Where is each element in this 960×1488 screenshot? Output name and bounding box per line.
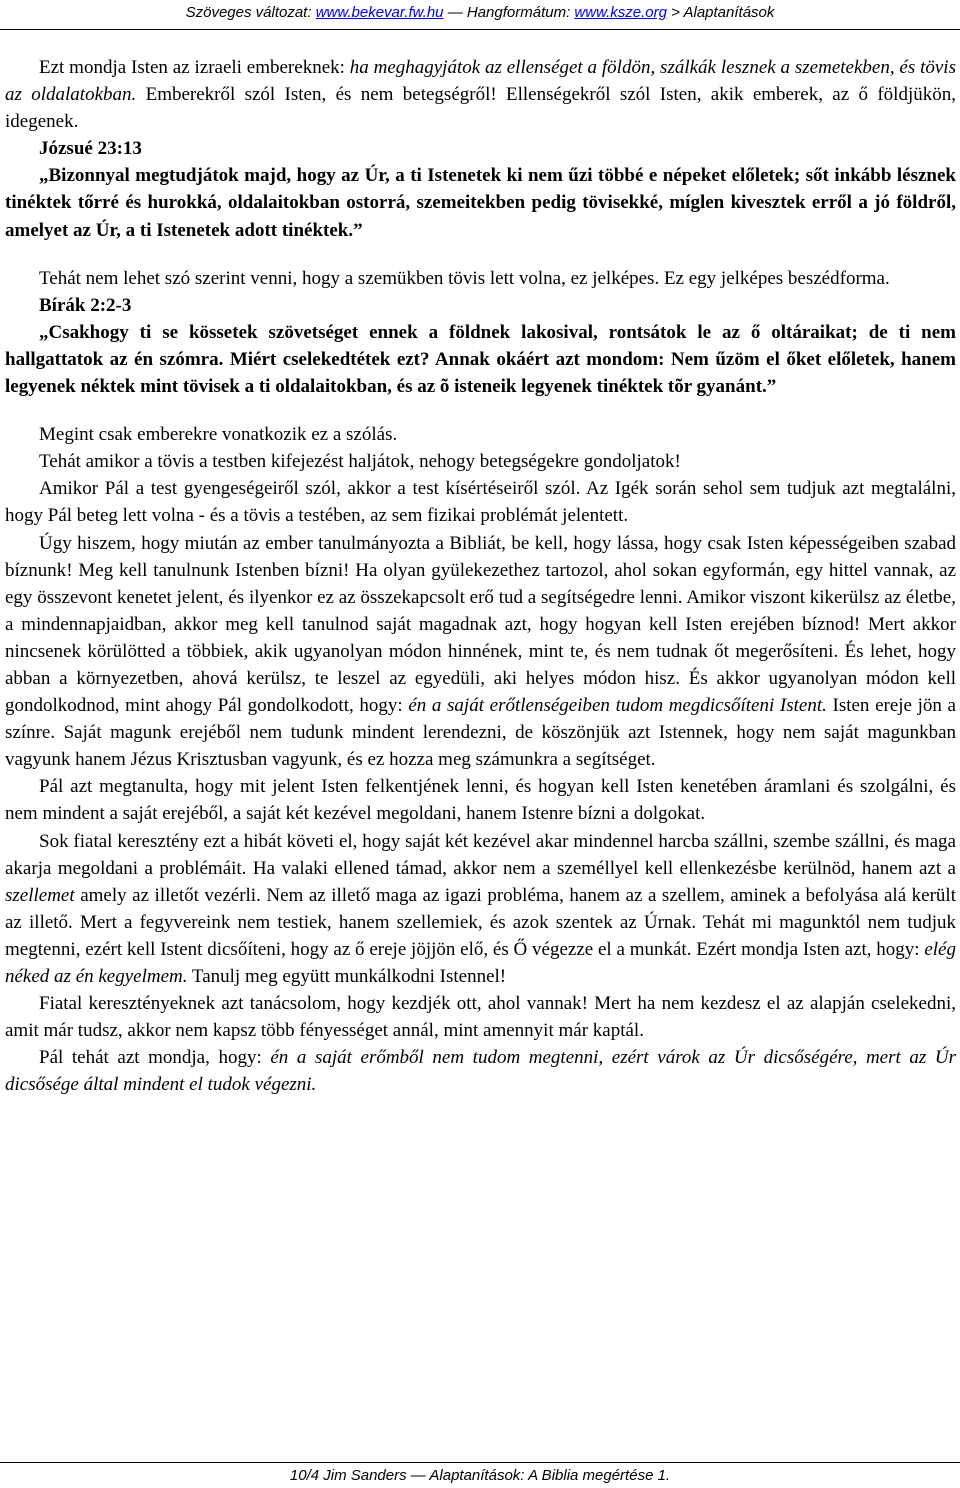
verse-quote-joshua: „Bizonnyal megtudjátok majd, hogy az Úr, a ti Istenetek ki nem űzi többé e népeket előletek; sőt inkább lésznek tinéktek tőrré és hurokká, oldalaitokban ostorrá, szemeitekben pedig tövisekké, míglen kivesztek erről a jó földről, amelyet az Úr, a ti Istenetek adott tinéktek.” bbox=[5, 165, 956, 241]
header-divider bbox=[0, 29, 960, 30]
header-suffix: > Alaptanítások bbox=[666, 4, 775, 21]
header-middle: — Hangformátum: bbox=[443, 4, 575, 21]
paragraph-5: Pál azt megtanulta, hogy mit jelent Isten felkentjének lenni, és hogyan kell Isten kenetében áramlani és szolgálni, és nem mindent a saját erejéből, a saját két kezével megoldani, hanem Istenre bízni a dolgokat. bbox=[5, 776, 956, 825]
header-prefix: Szöveges változat: bbox=[185, 4, 316, 21]
paragraph-6 bbox=[5, 828, 956, 991]
comment-paragraph: Tehát nem lehet szó szerint venni, hogy a szemükben tövis lett volna, ez jelképes. Ez egy jelképes beszédforma. bbox=[39, 267, 890, 289]
paragraph-4 bbox=[5, 530, 956, 774]
paragraph-6-text-3: amely az illetőt vezérli. Nem az illető maga az igazi probléma, hanem az a szellem, aminek a befolyása alá került az illető. Mert a fegyvereink nem testiek, hanem szellemiek, és azok szentek az Úrnak. Tehát mi magunktól nem tudjuk megtenni, ezért kell Istent dicsőíteni, hogy az ő ereje jöjjön elő, és Ő végezze el a munkát. Ezért mondja Isten azt, hogy: bbox=[5, 884, 956, 960]
paragraph-3: Amikor Pál a test gyengeségeiről szól, akkor a test kísértéseiről szól. Az Igék során sehol sem tudjuk azt megtalálni, hogy Pál beteg lett volna - és a tövis a testében, az sem fizikai problémát jelentett. bbox=[5, 478, 956, 527]
paragraph-4-text-1: Úgy hiszem, hogy miután az ember tanulmányozta a Bibliát, be kell, hogy lássa, hogy csak Isten képességeiben szabad bíznunk! Meg kell tanulnunk Istenben bízni! Ha olyan gyülekezethez tartozol, ahol sokan egyformán, egy hittel vannak, az egy összevont kenetet jelent, és ilyenkor ez az összekapcsolt erő tud a segítségedre lenni. Amikor viszont kikerülsz az életbe, a mindennapjaidban, akkor meg kell tanulnod saját magadnak azt, hogy hogyan kell Isten erejében bíznod! Mert akkor nincsenek körülötted a többiek, akik ugyanolyan módon hinnének, mint te, és nem tudnak őt megerősíteni. És lehet, hogy abban a környezetben, ahová kerülsz, te leszel az egyedüli, aki helyes módon hisz. És akkor ugyanolyan módon kell gondolkodnod, mint ahogy Pál gondolkodott, hogy: bbox=[5, 532, 956, 717]
paragraph-6-text-5: Tanulj meg együtt munkálkodni Istennel! bbox=[187, 966, 507, 987]
paragraph-8-italic: én a saját erőmből nem tudom megtenni, ezért várok az Úr dicsőségére, mert az Úr dicsősége által mindent el tudok végezni. bbox=[5, 1047, 956, 1096]
verse-quote-judges: „Csakhogy ti se kössetek szövetséget ennek a földnek lakosival, rontsátok le az ő oltáraikat; de ti nem hallgattatok az én szómra. Miért cselekedtétek ezt? Annak okáért azt mondom: Nem űzöm el őket előletek, hanem legyenek néktek mint tövisek a ti oldalaitokban, és az õ isteneik legyenek tinéktek tõr gyanánt.” bbox=[5, 321, 956, 398]
paragraph-2: Tehát amikor a tövis a testben kifejezést haljátok, nehogy betegségekre gondoljatok! bbox=[39, 451, 681, 473]
page-header bbox=[0, 0, 960, 30]
verse-reference-joshua: Józsué 23:13 bbox=[39, 138, 142, 160]
header-link-ksze[interactable]: www.ksze.org bbox=[574, 4, 667, 21]
intro-paragraph bbox=[5, 54, 956, 135]
paragraph-6-italic-2: elég néked az én kegyelmem. bbox=[5, 938, 956, 987]
paragraph-8-text-1: Pál tehát azt mondja, hogy: bbox=[39, 1047, 271, 1069]
verse-reference-judges: Bírák 2:2-3 bbox=[39, 294, 132, 316]
paragraph-4-text-3: Isten ereje jön a színre. Saját magunk erejéből nem tudunk mindent lerendezni, de köszönjük azt Istennek, hogy nem saját magunkban vagyunk hanem Jézus Krisztusban vagyunk, és ez hozza meg számunkra a segítséget. bbox=[5, 695, 956, 771]
paragraph-6-text-1: Sok fiatal keresztény ezt a hibát követi el, hogy saját két kezével akar mindennel harcba szállni, szembe szállni, és maga akarja megoldani a problémáit. Ha valaki ellened támad, akkor nem a személlyel kell ellenkezésbe kerülnöd, hanem azt a bbox=[5, 830, 956, 879]
paragraph-4-italic: én a saját erőtlenségeiben tudom megdicsőíteni Istent. bbox=[408, 695, 827, 717]
paragraph-7: Fiatal keresztényeknek azt tanácsolom, hogy kezdjék ott, ahol vannak! Mert ha nem kezdesz el az alapján cselekedni, amit már tudsz, akkor nem kapsz több fényességet annál, mint amennyit már kaptál. bbox=[5, 993, 956, 1042]
paragraph-6-italic-1: szellemet bbox=[5, 884, 75, 906]
header-link-bekevar[interactable]: www.bekevar.fw.hu bbox=[315, 4, 444, 21]
intro-text-3: Emberekről szól Isten, és nem betegségről! Ellenségekről szól Isten, akik emberek, az ő földjükön, idegenek. bbox=[5, 84, 956, 133]
page-footer: 10/4 Jim Sanders — Alaptanítások: A Biblia megértése 1. bbox=[289, 1467, 671, 1484]
footer-divider bbox=[0, 1462, 960, 1463]
intro-text-1: Ezt mondja Isten az izraeli embereknek: bbox=[39, 57, 350, 78]
paragraph-8 bbox=[5, 1044, 956, 1098]
paragraph-1: Megint csak emberekre vonatkozik ez a szólás. bbox=[39, 424, 398, 446]
intro-italic-quote: ha meghagyjátok az ellenséget a földön, szálkák lesznek a szemetekben, és tövis az oldalatokban. bbox=[5, 57, 956, 106]
document-body bbox=[5, 54, 956, 1098]
